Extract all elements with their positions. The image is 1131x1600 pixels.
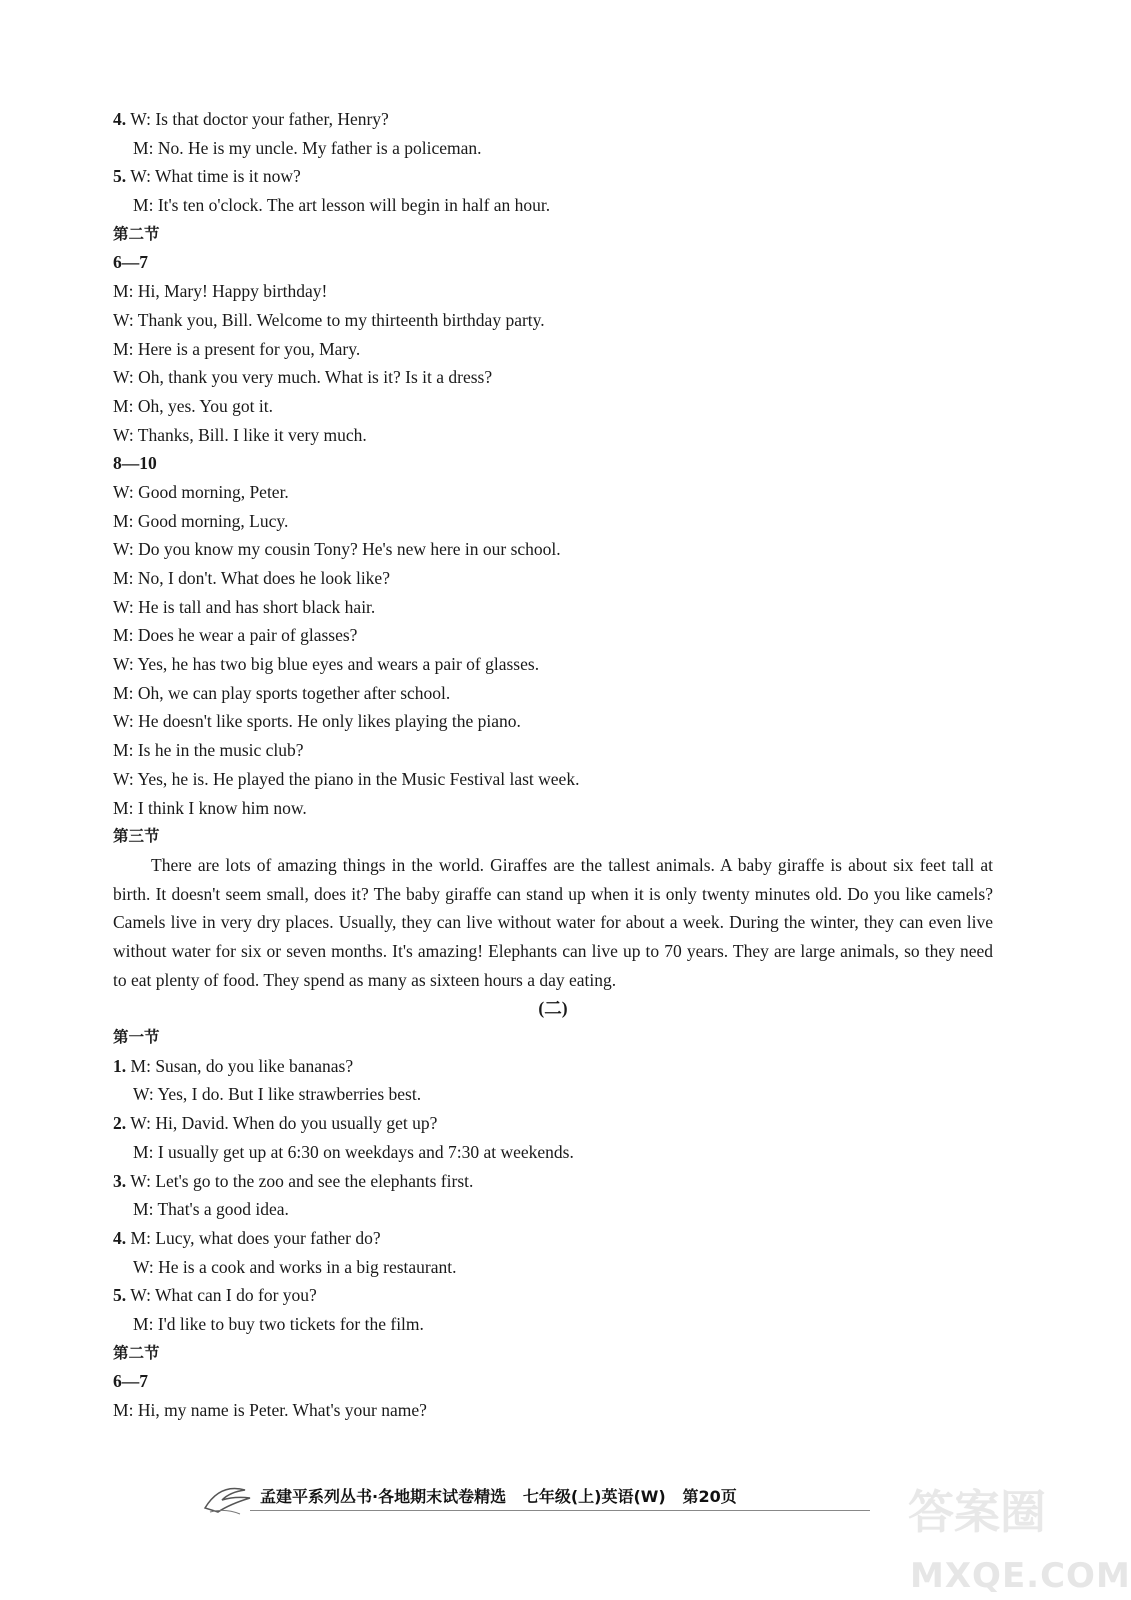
section-label: 第二节 [113,1343,160,1362]
line-text: He doesn't like sports. He only likes playing the piano. [138,711,521,732]
dialog-line: W: Good morning, Peter. [113,481,289,502]
speaker: M [133,1313,149,1334]
speaker: W [113,711,129,732]
dialog-line: 1. M: Susan, do you like bananas? [113,1055,354,1076]
range-label: 6—7 [113,252,148,273]
item-number: 2. [113,1113,127,1134]
dialog-line: M: No, I don't. What does he look like? [113,568,390,588]
dialog-line: M: Oh, yes. You got it. [113,395,273,416]
dialog-line: W: Oh, thank you very much. What is it? Is it a dress? [113,367,493,388]
dialog-line: W: He doesn't like sports. He only likes playing the piano. [113,711,521,732]
line-text: Do you know my cousin Tony? He's new here in our school. [138,539,561,560]
line-text: Oh, thank you very much. What is it? Is it a dress? [138,367,493,388]
part-two-dialogs [113,1052,993,1339]
line-text: Good morning, Peter. [138,481,289,502]
dialog-line: M: Hi, my name is Peter. What's your name? [113,1400,427,1421]
watermark [900,1462,1131,1600]
line-text: Hi, David. When do you usually get up? [155,1113,438,1134]
dialog-line: 5. W: What can I do for you? [113,1285,317,1306]
speaker: W [130,1113,147,1134]
dialog-line: M: I usually get up at 6:30 on weekdays and 7:30 at weekends. [133,1141,574,1162]
speaker: M [130,1055,147,1076]
line-text: What time is it now? [154,166,301,187]
line-text: Good morning, Lucy. [137,510,289,531]
bird-logo-icon [200,1478,260,1518]
line-text: Hi, my name is Peter. What's your name? [137,1400,427,1421]
item-number: 3. [113,1170,127,1191]
speaker: W [130,166,147,187]
line-text: It's ten o'clock. The art lesson will begin in half an hour. [157,195,551,216]
speaker: W [113,596,129,617]
line-text: Here is a present for you, Mary. [137,338,361,359]
watermark-logo: 答案圈 [908,1485,1046,1539]
speaker: M [113,338,129,359]
dialog-line: W: Thanks, Bill. I like it very much. [113,424,367,445]
speaker: M [113,740,129,761]
line-text: No, I don't. What does he look like? [137,568,390,588]
speaker: M [113,395,129,416]
watermark-site: MXQE.COM [910,1556,1131,1596]
line-text: What can I do for you? [154,1285,317,1306]
dialog-line: W: Yes, I do. But I like strawberries best. [133,1084,422,1105]
speaker: M [113,568,129,588]
dialog-line: M: Here is a present for you, Mary. [113,338,361,359]
line-text: No. He is my uncle. My father is a policeman. [157,137,482,158]
dialog-line: M: Good morning, Lucy. [113,510,289,531]
dialog-line: M: I think I know him now. [113,797,307,818]
line-text: He is tall and has short black hair. [138,596,376,617]
separator: · [372,1487,379,1506]
dialog-line: W: Yes, he is. He played the piano in the Music Festival last week. [113,768,580,789]
dialog-8-10 [113,478,993,822]
speaker: M [133,1199,149,1220]
speaker: W [113,539,129,560]
section-label: 第二节 [113,224,160,243]
range-label: 6—7 [113,1371,148,1392]
dialog-line: M: It's ten o'clock. The art lesson will begin in half an hour. [133,195,551,216]
footer-text [260,1484,737,1507]
dialog-line: 5. W: What time is it now? [113,166,301,187]
speaker: M [113,682,129,703]
grade-subject: 七年级(上)英语(W) [522,1487,666,1506]
line-text: Yes, I do. But I like strawberries best. [157,1084,422,1105]
line-text: Hi, Mary! Happy birthday! [137,281,328,302]
dialog-line: W: Do you know my cousin Tony? He's new here in our school. [113,539,561,560]
item-number: 1. [113,1055,127,1076]
dialog-line: M: I'd like to buy two tickets for the film. [133,1313,424,1334]
section-label: 第三节 [113,827,160,846]
speaker: W [113,481,129,502]
speaker: M [130,1227,147,1248]
speaker: W [133,1256,149,1277]
line-text: Susan, do you like bananas? [155,1055,354,1076]
line-text: I usually get up at 6:30 on weekdays and 7:30 at weekends. [157,1141,574,1162]
content [113,105,993,1425]
line-text: Thanks, Bill. I like it very much. [137,424,367,445]
speaker: M [113,281,129,302]
line-text: Is that doctor your father, Henry? [155,109,389,129]
speaker: W [130,1285,147,1306]
page-number: 第20页 [682,1487,737,1506]
speaker: M [133,1141,149,1162]
speaker: M [113,797,129,818]
dialog-line: W: Thank you, Bill. Welcome to my thirteenth birthday party. [113,309,545,330]
line-text: That's a good idea. [157,1199,289,1220]
item-number: 5. [113,1285,127,1306]
dialog-line: M: That's a good idea. [133,1199,289,1220]
dialog-line: M: Is he in the music club? [113,740,304,761]
dialog-line: 3. W: Let's go to the zoo and see the elephants first. [113,1170,474,1191]
passage: There are lots of amazing things in the world. Giraffes are the tallest animals. A baby giraffe is about six feet tall at birth. It doesn't seem small, does it? The baby giraffe can stand up when it is only twenty minutes old. Do you like camels? Camels live in very dry places. Usually, they can live without water for about a week. During the winter, they can even live without water for six or seven months. It's amazing! Elephants can live up to 70 years. They are large animals, so they need to eat plenty of food. They spend as many as sixteen hours a day eating. [113,854,993,990]
speaker: W [113,654,129,675]
item-number: 4. [113,109,127,129]
line-text: Oh, yes. You got it. [137,395,273,416]
speaker: W [113,367,129,388]
page-footer [200,1478,880,1514]
part-heading: (二) [538,998,568,1019]
speaker: W [130,109,147,129]
speaker: M [113,1400,129,1421]
dialog-line: 4. W: Is that doctor your father, Henry? [113,109,389,129]
dialog-line: M: Oh, we can play sports together after school. [113,682,451,703]
line-text: Thank you, Bill. Welcome to my thirteenth birthday party. [137,309,545,330]
dialog-line: 4. M: Lucy, what does your father do? [113,1227,381,1248]
speaker: M [113,510,129,531]
dialog-line: W: He is tall and has short black hair. [113,596,376,617]
line-text: Is he in the music club? [137,740,304,761]
dialog-line: 2. W: Hi, David. When do you usually get up? [113,1113,438,1134]
section-label: 第一节 [113,1028,160,1047]
line-text: Oh, we can play sports together after school. [137,682,451,703]
book-title: 各地期末试卷精选 [378,1487,507,1506]
dialog-line: W: He is a cook and works in a big restaurant. [133,1256,457,1277]
item-number: 4. [113,1227,127,1248]
line-text: Let's go to the zoo and see the elephants first. [155,1170,474,1191]
dialog-line: M: No. He is my uncle. My father is a policeman. [133,137,482,158]
line-text: He is a cook and works in a big restaurant. [158,1256,457,1277]
speaker: W [113,424,129,445]
dialog-line: W: Yes, he has two big blue eyes and wears a pair of glasses. [113,654,540,675]
speaker: W [130,1170,147,1191]
speaker: W [113,768,129,789]
speaker: M [133,195,149,216]
dialog-line: M: Hi, Mary! Happy birthday! [113,281,328,302]
line-text: Lucy, what does your father do? [155,1227,381,1248]
item-number: 5. [113,166,127,187]
line-text: I'd like to buy two tickets for the film. [157,1313,424,1334]
dialog-6-7 [113,277,993,449]
series-name: 孟建平系列丛书 [260,1487,373,1506]
speaker: M [113,625,129,646]
line-text: Does he wear a pair of glasses? [137,625,358,646]
speaker: W [133,1084,149,1105]
line-text: Yes, he has two big blue eyes and wears a pair of glasses. [137,654,540,675]
footer-divider [250,1510,870,1511]
line-text: I think I know him now. [137,797,307,818]
range-label: 8—10 [113,453,157,474]
speaker: M [133,137,149,158]
line-text: Yes, he is. He played the piano in the Music Festival last week. [137,768,580,789]
speaker: W [113,309,129,330]
dialog-line: M: Does he wear a pair of glasses? [113,625,358,646]
